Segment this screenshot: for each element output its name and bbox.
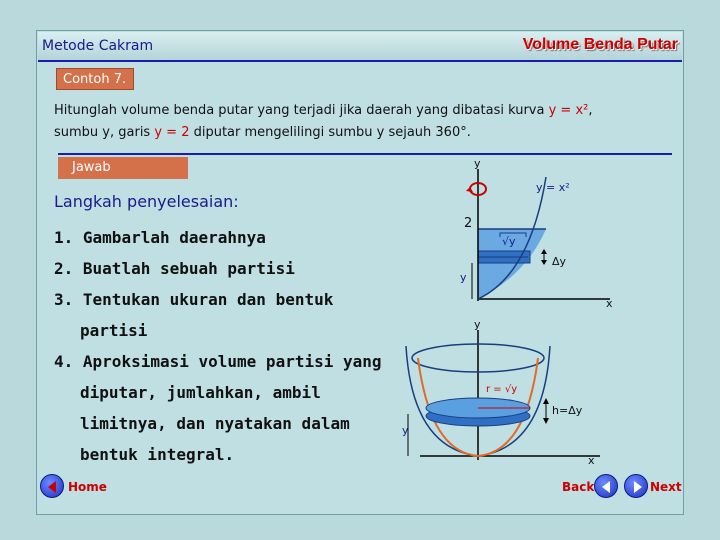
- step-1: [54, 222, 384, 253]
- step-2: [54, 253, 384, 284]
- page-title: Volume Benda Putar: [522, 36, 678, 53]
- step-4-continuation-2: limitnya, dan nyatakan dalam: [80, 414, 350, 433]
- forward-arrow-icon: [625, 475, 649, 499]
- back-button[interactable]: [594, 474, 618, 498]
- problem-line-2-end: diputar mengelilingi sumbu y sejauh 360°.: [189, 125, 471, 140]
- example-label: Contoh 7.: [56, 68, 134, 90]
- answer-label: Jawab: [58, 157, 188, 179]
- step-3-continuation: partisi: [80, 321, 148, 340]
- steps-title: Langkah penyelesaian:: [54, 192, 239, 211]
- steps-list: [54, 222, 384, 470]
- step-number: 4.: [54, 352, 74, 371]
- height-label: h=Δy: [552, 404, 583, 417]
- problem-line-1-text: Hitunglah volume benda putar yang terjadi jika daerah yang dibatasi kurva: [54, 103, 549, 118]
- problem-line-2: [54, 122, 664, 144]
- region-diagram: [440, 155, 680, 315]
- section-subtitle: Metode Cakram: [42, 38, 154, 54]
- y-side-label: y: [402, 424, 409, 437]
- delta-y-label: Δy: [552, 255, 567, 268]
- step-text: Gambarlah daerahnya: [82, 228, 266, 247]
- step-4-continuation-1: diputar, jumlahkan, ambil: [80, 383, 321, 402]
- y-axis-label: y: [474, 318, 481, 331]
- home-label[interactable]: Home: [68, 480, 107, 494]
- step-number: 1.: [54, 228, 74, 247]
- problem-equation-curve: y = x²: [548, 103, 589, 118]
- header-bar: [38, 32, 682, 62]
- home-button[interactable]: [40, 474, 64, 498]
- problem-equation-line: y = 2: [154, 125, 190, 140]
- next-label[interactable]: Next: [650, 480, 682, 494]
- step-text: Buatlah sebuah partisi: [82, 259, 295, 278]
- step-number: 2.: [54, 259, 74, 278]
- problem-line-2-text: sumbu y, garis: [54, 125, 155, 140]
- back-arrow-icon: [41, 475, 65, 499]
- y-side-label: y: [460, 271, 467, 284]
- step-text: Aproksimasi volume partisi yang: [82, 352, 382, 371]
- problem-line-1-end: ,: [588, 103, 593, 118]
- back-label[interactable]: Back: [562, 480, 595, 494]
- back-arrow-icon: [595, 475, 619, 499]
- disk-diagram: [390, 318, 630, 468]
- x-axis-label: x: [606, 297, 613, 310]
- line-value-label: 2: [464, 216, 473, 231]
- sqrt-label: √y: [502, 235, 516, 248]
- step-text: Tentukan ukuran dan bentuk: [82, 290, 334, 309]
- problem-statement: [54, 100, 664, 144]
- x-axis-label: x: [588, 454, 595, 467]
- step-4: [54, 346, 384, 377]
- step-number: 3.: [54, 290, 74, 309]
- y-axis-label: y: [474, 157, 481, 170]
- radius-label: r = √y: [486, 384, 518, 395]
- problem-line-1: [54, 100, 664, 122]
- curve-label: y = x²: [536, 181, 570, 194]
- step-3: [54, 284, 384, 315]
- next-button[interactable]: [624, 474, 648, 498]
- step-4-continuation-3: bentuk integral.: [80, 445, 235, 464]
